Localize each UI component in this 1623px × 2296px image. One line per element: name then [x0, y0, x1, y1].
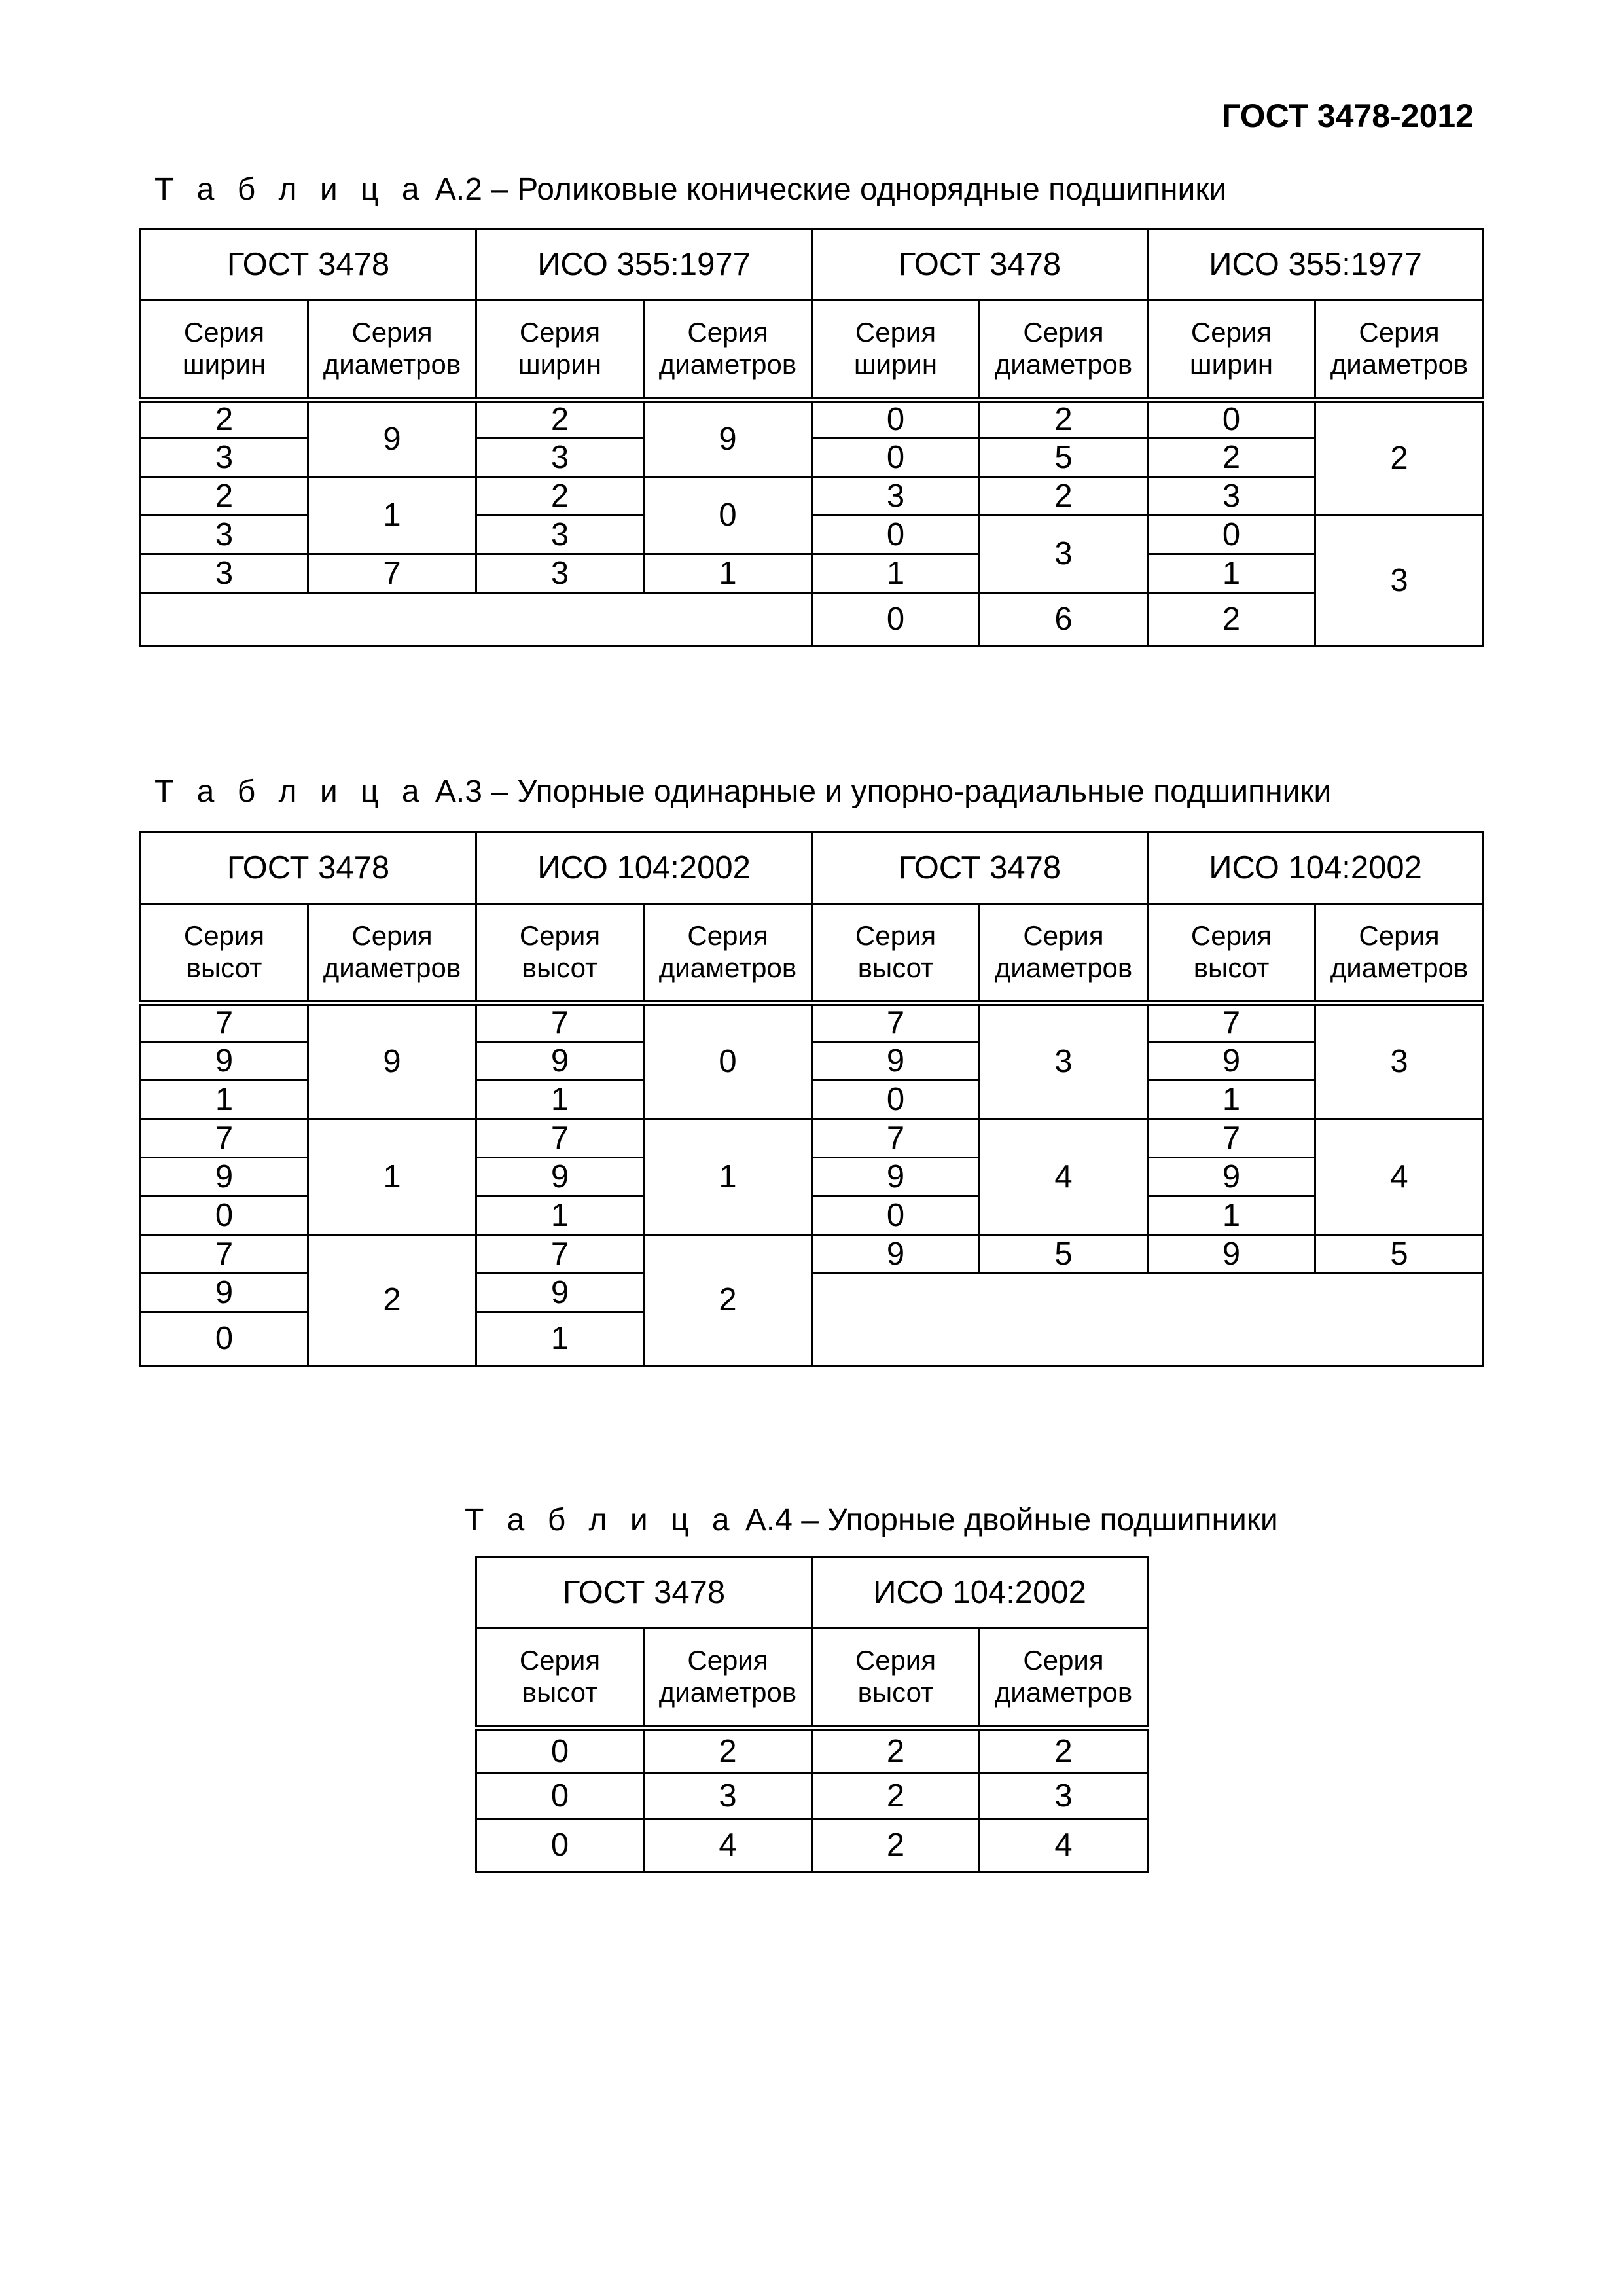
table-row — [476, 1820, 1148, 1872]
table-cell: 0 — [644, 1003, 812, 1119]
table-cell: 1 — [644, 1119, 812, 1235]
table-cell: 2 — [812, 1728, 980, 1774]
table-cell: 0 — [812, 400, 980, 439]
table-cell: 0 — [476, 1774, 644, 1820]
table-empty-cell — [812, 1274, 1484, 1366]
table-cell: 2 — [980, 1728, 1148, 1774]
table-cell: 1 — [1148, 1196, 1315, 1235]
a3-col-diam-series: Серия диаметров — [1315, 904, 1484, 1003]
a4-col-diam-series: Серия диаметров — [644, 1628, 812, 1728]
table-cell: 1 — [812, 554, 980, 593]
table-cell: 3 — [812, 477, 980, 516]
table-cell: 7 — [1148, 1003, 1315, 1042]
table-row — [476, 1728, 1148, 1774]
table-a3-caption-prefix: Т а б л и ц а — [154, 774, 427, 809]
table-cell: 9 — [812, 1158, 980, 1196]
table-cell: 3 — [644, 1774, 812, 1820]
a2-header-gost-left: ГОСТ 3478 — [141, 229, 476, 300]
a2-col-diam-series: Серия диаметров — [308, 300, 476, 400]
table-cell: 1 — [476, 1312, 644, 1366]
a2-header-gost-right: ГОСТ 3478 — [812, 229, 1148, 300]
table-a2 — [139, 228, 1484, 647]
table-a3 — [139, 831, 1484, 1367]
table-cell: 0 — [476, 1728, 644, 1774]
table-cell: 3 — [141, 554, 308, 593]
table-cell: 7 — [1148, 1119, 1315, 1158]
table-cell: 7 — [141, 1235, 308, 1274]
table-cell: 1 — [141, 1081, 308, 1119]
table-cell: 0 — [812, 516, 980, 554]
table-cell: 9 — [644, 400, 812, 477]
table-a4 — [475, 1556, 1149, 1873]
table-cell: 3 — [980, 1774, 1148, 1820]
table-cell: 3 — [1315, 516, 1484, 647]
a3-col-height-series: Серия высот — [476, 904, 644, 1003]
a3-col-diam-series: Серия диаметров — [644, 904, 812, 1003]
a2-header-iso-right: ИСО 355:1977 — [1148, 229, 1484, 300]
table-cell: 9 — [141, 1158, 308, 1196]
table-cell: 2 — [980, 477, 1148, 516]
table-cell: 2 — [476, 477, 644, 516]
a3-col-height-series: Серия высот — [812, 904, 980, 1003]
a3-header-iso-left: ИСО 104:2002 — [476, 833, 812, 904]
table-cell: 4 — [980, 1119, 1148, 1235]
table-a4-caption-text: А.4 – Упорные двойные подшипники — [736, 1503, 1278, 1537]
table-cell: 2 — [1315, 400, 1484, 516]
document-code: ГОСТ 3478-2012 — [1222, 98, 1474, 134]
table-cell: 0 — [141, 1196, 308, 1235]
a4-col-height-series: Серия высот — [812, 1628, 980, 1728]
table-cell: 3 — [141, 516, 308, 554]
a2-col-diam-series: Серия диаметров — [1315, 300, 1484, 400]
table-cell: 2 — [1148, 593, 1315, 647]
table-cell: 1 — [476, 1196, 644, 1235]
a4-col-diam-series: Серия диаметров — [980, 1628, 1148, 1728]
table-a2-caption-prefix: Т а б л и ц а — [154, 172, 427, 207]
a2-col-width-series: Серия ширин — [1148, 300, 1315, 400]
a4-header-gost: ГОСТ 3478 — [476, 1557, 812, 1628]
table-cell: 5 — [980, 439, 1148, 477]
table-cell: 9 — [812, 1235, 980, 1274]
a3-header-gost-right: ГОСТ 3478 — [812, 833, 1148, 904]
table-cell: 4 — [980, 1820, 1148, 1872]
table-cell: 7 — [476, 1003, 644, 1042]
table-cell: 0 — [812, 1081, 980, 1119]
table-cell: 0 — [812, 439, 980, 477]
a3-header-iso-right: ИСО 104:2002 — [1148, 833, 1484, 904]
table-cell: 9 — [308, 1003, 476, 1119]
a4-header-iso: ИСО 104:2002 — [812, 1557, 1148, 1628]
table-cell: 0 — [644, 477, 812, 554]
table-cell: 9 — [476, 1042, 644, 1081]
table-cell: 7 — [812, 1003, 980, 1042]
table-cell: 7 — [476, 1235, 644, 1274]
table-cell: 4 — [644, 1820, 812, 1872]
table-cell: 9 — [1148, 1235, 1315, 1274]
table-cell: 1 — [1148, 554, 1315, 593]
table-cell: 2 — [644, 1728, 812, 1774]
table-cell: 5 — [980, 1235, 1148, 1274]
table-cell: 1 — [1148, 1081, 1315, 1119]
table-cell: 1 — [308, 1119, 476, 1235]
table-cell: 6 — [980, 593, 1148, 647]
table-cell: 3 — [141, 439, 308, 477]
table-cell: 7 — [141, 1119, 308, 1158]
table-cell: 5 — [1315, 1235, 1484, 1274]
table-cell: 2 — [308, 1235, 476, 1366]
table-cell: 0 — [812, 593, 980, 647]
a3-col-height-series: Серия высот — [1148, 904, 1315, 1003]
a2-col-diam-series: Серия диаметров — [644, 300, 812, 400]
table-a3-caption — [154, 774, 1331, 810]
table-a2-caption — [154, 171, 1226, 207]
table-cell: 3 — [476, 554, 644, 593]
table-a2-caption-text: А.2 – Роликовые конические однорядные подшипники — [426, 172, 1227, 207]
table-cell: 1 — [644, 554, 812, 593]
a3-col-diam-series: Серия диаметров — [980, 904, 1148, 1003]
table-cell: 1 — [308, 477, 476, 554]
table-cell: 7 — [141, 1003, 308, 1042]
table-cell: 3 — [980, 516, 1148, 593]
table-cell: 3 — [980, 1003, 1148, 1119]
a2-col-width-series: Серия ширин — [812, 300, 980, 400]
table-cell: 0 — [1148, 516, 1315, 554]
table-cell: 2 — [1148, 439, 1315, 477]
table-a3-caption-text: А.3 – Упорные одинарные и упорно-радиальные подшипники — [426, 774, 1332, 809]
table-cell: 4 — [1315, 1119, 1484, 1235]
table-row — [476, 1774, 1148, 1820]
table-cell: 7 — [308, 554, 476, 593]
a2-header-iso-left: ИСО 355:1977 — [476, 229, 812, 300]
table-cell: 1 — [476, 1081, 644, 1119]
table-cell: 9 — [308, 400, 476, 477]
table-cell: 2 — [476, 400, 644, 439]
a3-col-diam-series: Серия диаметров — [308, 904, 476, 1003]
a2-col-diam-series: Серия диаметров — [980, 300, 1148, 400]
table-cell: 3 — [1148, 477, 1315, 516]
table-empty-cell — [141, 593, 812, 647]
a4-col-height-series: Серия высот — [476, 1628, 644, 1728]
table-cell: 2 — [812, 1820, 980, 1872]
table-cell: 9 — [476, 1274, 644, 1312]
table-cell: 3 — [476, 516, 644, 554]
table-cell: 2 — [980, 400, 1148, 439]
table-cell: 0 — [812, 1196, 980, 1235]
table-cell: 7 — [812, 1119, 980, 1158]
table-cell: 9 — [141, 1274, 308, 1312]
table-cell: 3 — [476, 439, 644, 477]
table-cell: 2 — [644, 1235, 812, 1366]
table-a4-caption — [465, 1502, 1278, 1538]
table-cell: 7 — [476, 1119, 644, 1158]
a3-col-height-series: Серия высот — [141, 904, 308, 1003]
table-cell: 9 — [476, 1158, 644, 1196]
table-cell: 2 — [812, 1774, 980, 1820]
table-cell: 0 — [1148, 400, 1315, 439]
table-cell: 3 — [1315, 1003, 1484, 1119]
table-cell: 0 — [476, 1820, 644, 1872]
table-a4-caption-prefix: Т а б л и ц а — [465, 1503, 737, 1537]
table-cell: 2 — [141, 477, 308, 516]
table-cell: 9 — [1148, 1158, 1315, 1196]
table-cell: 0 — [141, 1312, 308, 1366]
a2-col-width-series: Серия ширин — [476, 300, 644, 400]
a2-col-width-series: Серия ширин — [141, 300, 308, 400]
table-cell: 9 — [1148, 1042, 1315, 1081]
a3-header-gost-left: ГОСТ 3478 — [141, 833, 476, 904]
table-cell: 9 — [141, 1042, 308, 1081]
table-cell: 2 — [141, 400, 308, 439]
table-cell: 9 — [812, 1042, 980, 1081]
